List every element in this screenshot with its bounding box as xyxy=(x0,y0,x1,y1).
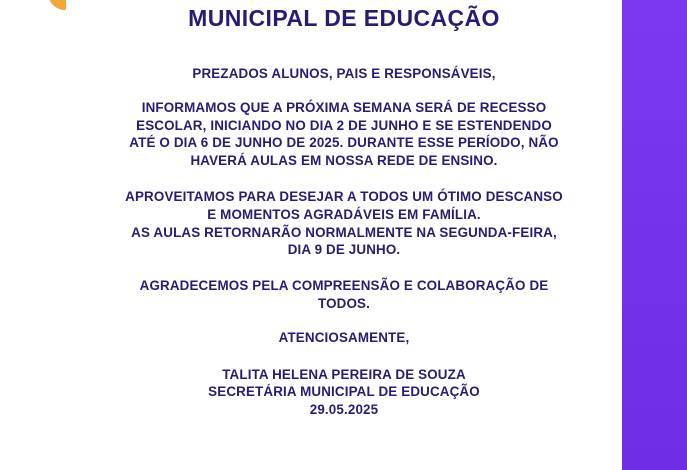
rest-wishes-paragraph: APROVEITAMOS PARA DESEJAR A TODOS UM ÓTIMO DESCANSO E MOMENTOS AGRADÁVEIS EM FAMÍLIA. AS AULAS RETORNARÃO NORMALMENTE NA SEGUNDA-FEIRA, DIA 9 DE JUNHO. xyxy=(125,188,563,258)
left-background xyxy=(0,0,66,470)
recess-info-paragraph: INFORMAMOS QUE A PRÓXIMA SEMANA SERÁ DE RECESSO ESCOLAR, INICIANDO NO DIA 2 DE JUNHO E SE ESTENDENDO ATÉ O DIA 6 DE JUNHO DE 2025. DURANTE ESSE PERÍODO, NÃO HAVERÁ AULAS EM NOSSA REDE DE ENSINO. xyxy=(129,99,559,169)
notice-card xyxy=(66,0,622,470)
author-role: SECRETÁRIA MUNICIPAL DE EDUCAÇÃO xyxy=(208,384,480,400)
notice-date: 29.05.2025 xyxy=(309,402,379,418)
author-name: TALITA HELENA PEREIRA DE SOUZA xyxy=(222,366,466,382)
notice-title: MUNICIPAL DE EDUCAÇÃO xyxy=(188,5,500,31)
greeting-text: PREZADOS ALUNOS, PAIS E RESPONSÁVEIS, xyxy=(192,66,496,81)
signoff-text: ATENCIOSAMENTE, xyxy=(278,329,410,345)
right-purple-band xyxy=(622,0,687,470)
thanks-paragraph: AGRADECEMOS PELA COMPREENSÃO E COLABORAÇÃO DE TODOS. xyxy=(139,278,549,311)
